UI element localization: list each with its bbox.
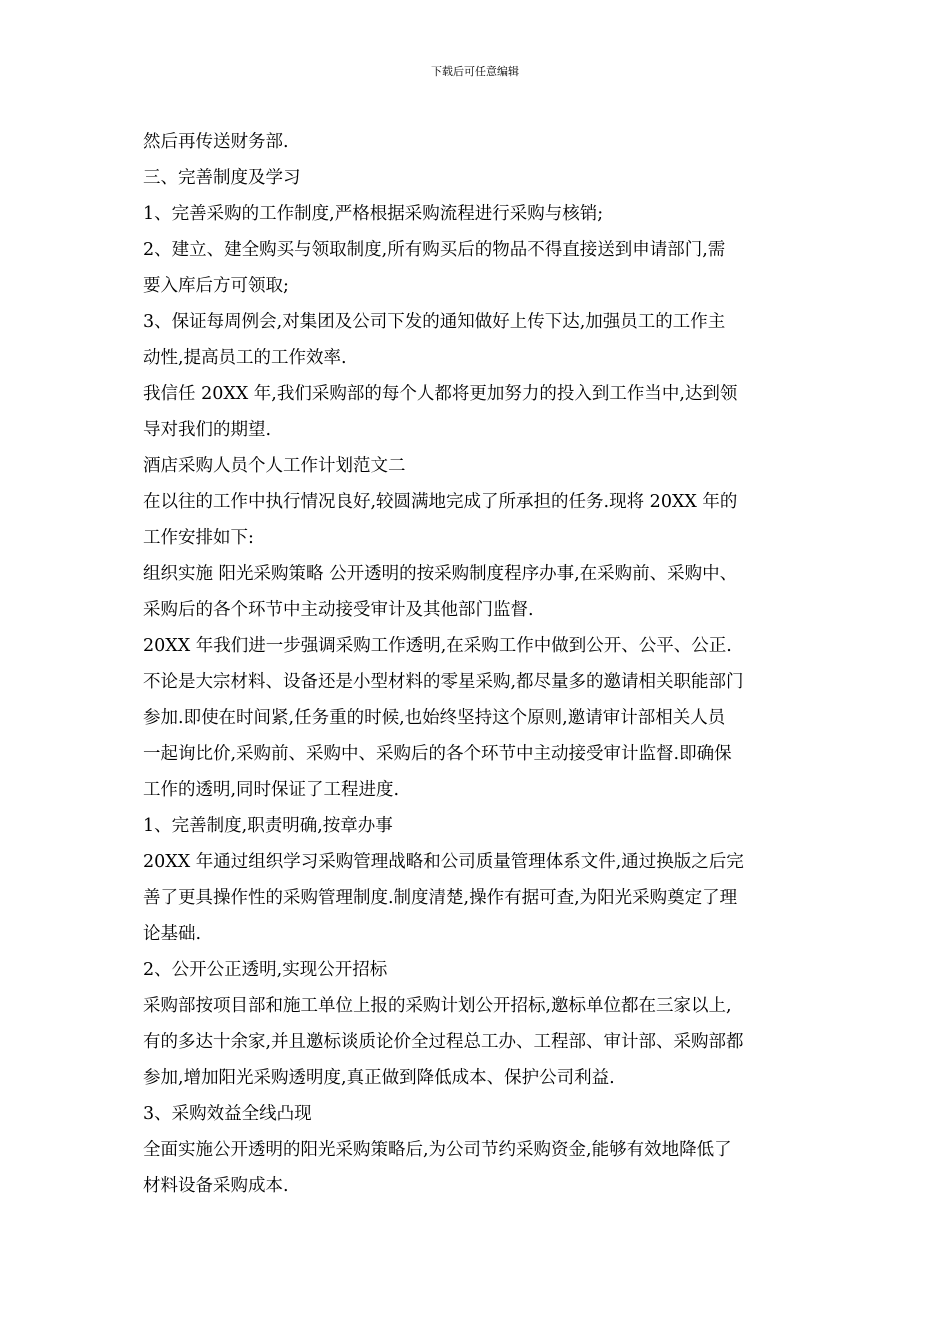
- page-header: 下载后可任意编辑: [431, 65, 519, 78]
- text-line: 1、完善采购的工作制度,严格根据采购流程进行采购与核销;: [143, 204, 604, 224]
- section-heading: 1、完善制度,职责明确,按章办事: [143, 816, 393, 836]
- text-line: 2、建立、建全购买与领取制度,所有购买后的物品不得直接送到申请部门,需: [143, 240, 726, 260]
- text-line: 全面实施公开透明的阳光采购策略后,为公司节约采购资金,能够有效地降低了: [143, 1140, 732, 1160]
- text-line: 动性,提高员工的工作效率.: [143, 348, 347, 368]
- document-body: [143, 124, 809, 1204]
- text-line: 工作安排如下:: [143, 528, 254, 548]
- text-line: 在以往的工作中执行情况良好,较圆满地完成了所承担的任务.现将 20XX 年的: [143, 492, 738, 512]
- text-line: 采购后的各个环节中主动接受审计及其他部门监督.: [143, 600, 534, 620]
- text-line: 工作的透明,同时保证了工程进度.: [143, 780, 400, 800]
- text-line: 善了更具操作性的采购管理制度.制度清楚,操作有据可查,为阳光采购奠定了理: [143, 888, 738, 908]
- text-line: 20XX 年通过组织学习采购管理战略和公司质量管理体系文件,通过换版之后完: [143, 852, 744, 872]
- text-line: 参加.即使在时间紧,任务重的时候,也始终坚持这个原则,邀请审计部相关人员: [143, 708, 726, 728]
- text-line: 材料设备采购成本.: [143, 1176, 289, 1196]
- text-line: 一起询比价,采购前、采购中、采购后的各个环节中主动接受审计监督.即确保: [143, 744, 732, 764]
- section-heading: 2、公开公正透明,实现公开招标: [143, 960, 388, 980]
- text-line: 采购部按项目部和施工单位上报的采购计划公开招标,邀标单位都在三家以上,: [143, 996, 732, 1016]
- text-line: 我信任 20XX 年,我们采购部的每个人都将更加努力的投入到工作当中,达到领: [143, 384, 738, 404]
- text-line: 参加,增加阳光采购透明度,真正做到降低成本、保护公司利益.: [143, 1068, 615, 1088]
- text-line: 20XX 年我们进一步强调采购工作透明,在采购工作中做到公开、公平、公正.: [143, 636, 732, 656]
- document-subtitle: 酒店采购人员个人工作计划范文二: [143, 456, 406, 476]
- text-line: 有的多达十余家,并且邀标谈质论价全过程总工办、工程部、审计部、采购部都: [143, 1032, 744, 1052]
- text-line: 然后再传送财务部.: [143, 132, 289, 152]
- text-line: 导对我们的期望.: [143, 420, 272, 440]
- section-heading: 三、完善制度及学习: [143, 168, 301, 188]
- section-heading: 3、采购效益全线凸现: [143, 1104, 312, 1124]
- text-line: 组织实施 阳光采购策略 公开透明的按采购制度程序办事,在采购前、采购中、: [143, 564, 738, 584]
- text-line: 3、保证每周例会,对集团及公司下发的通知做好上传下达,加强员工的工作主: [143, 312, 726, 332]
- text-line: 要入库后方可领取;: [143, 276, 289, 296]
- text-line: 不论是大宗材料、设备还是小型材料的零星采购,都尽量多的邀请相关职能部门: [143, 672, 744, 692]
- text-line: 论基础.: [143, 924, 202, 944]
